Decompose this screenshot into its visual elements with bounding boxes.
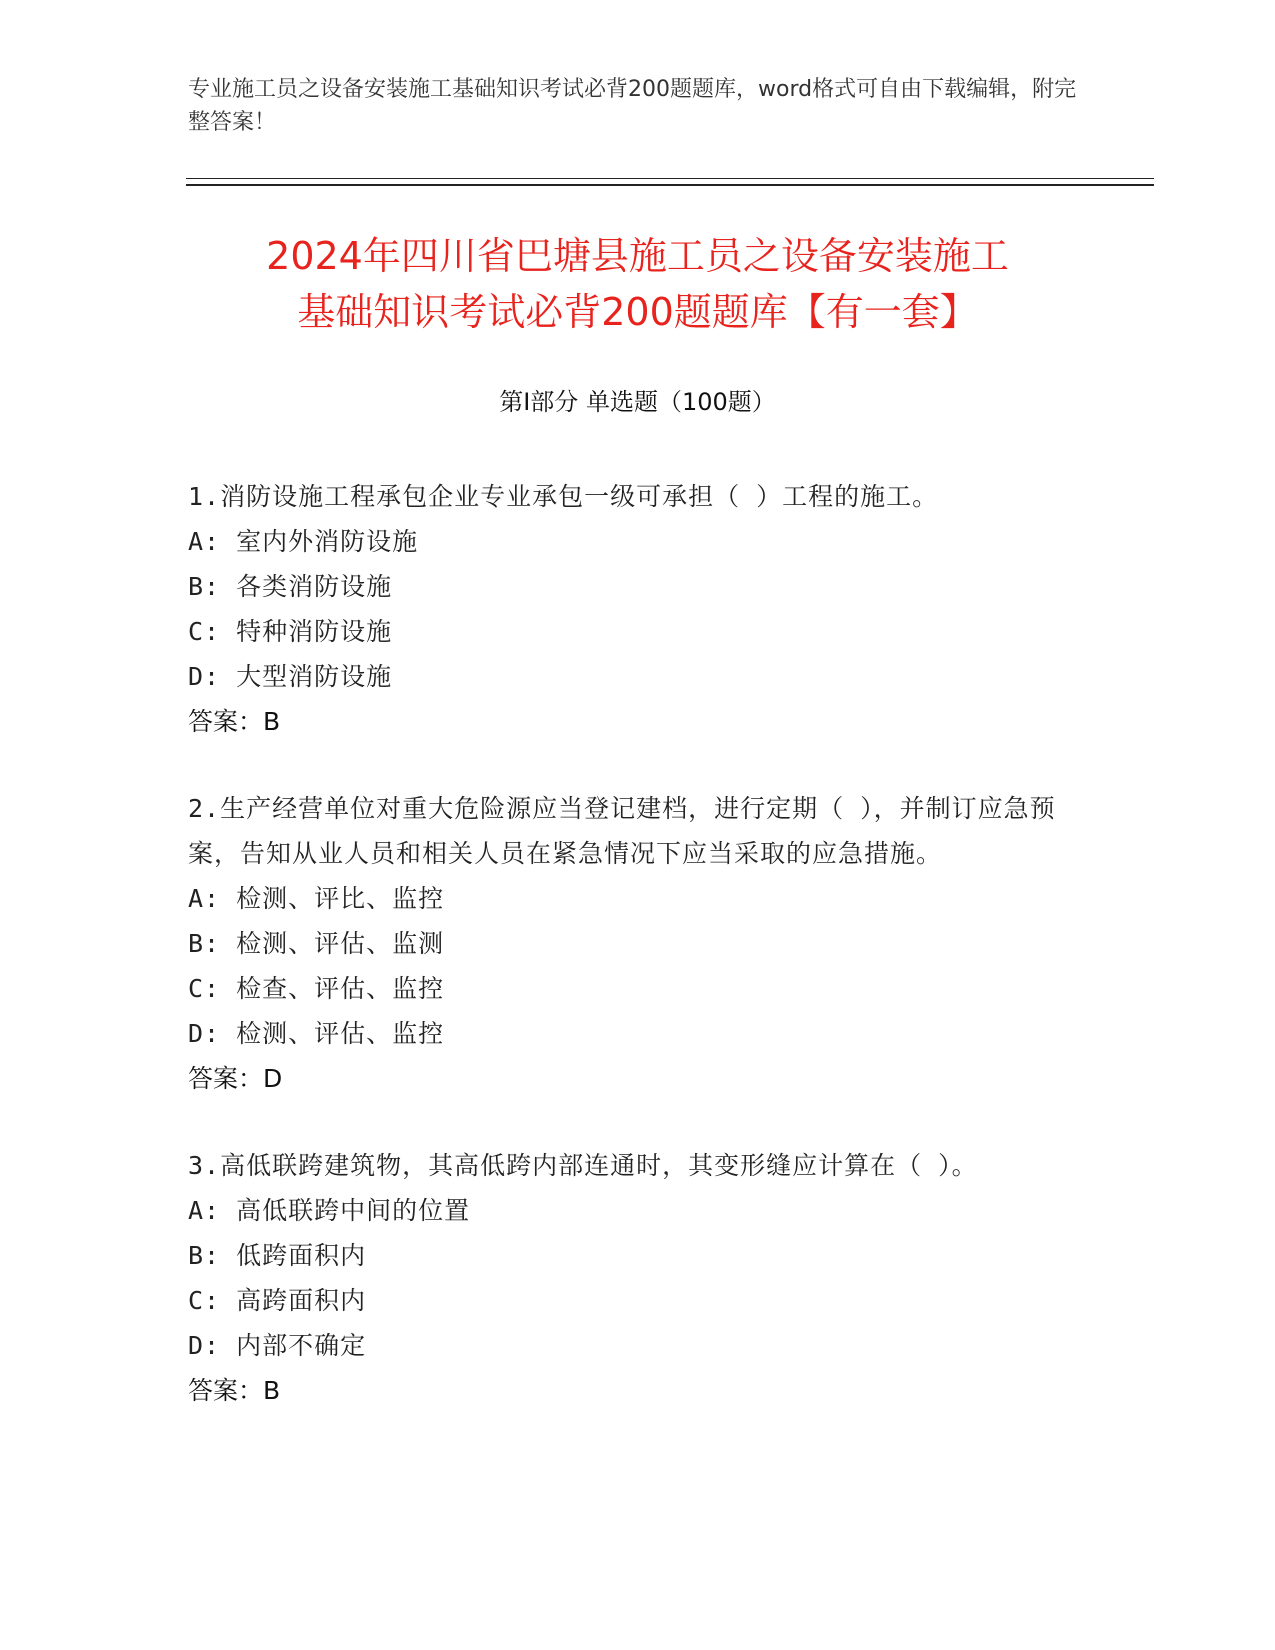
option-b: B: 低跨面积内: [188, 1241, 367, 1270]
option-a: A: 检测、评比、监控: [188, 884, 445, 913]
option-c: C: 高跨面积内: [188, 1286, 367, 1315]
question-item: [188, 474, 1068, 744]
question-stem: 3.高低联跨建筑物，其高低跨内部连通时，其变形缝应计算在（ ）。: [188, 1151, 978, 1180]
question-stem: 2.生产经营单位对重大危险源应当登记建档，进行定期（ ），并制订应急预案，告知从业人员和相关人员在紧急情况下应当采取的应急措施。: [188, 794, 1056, 868]
document-title-line-1: 2024年四川省巴塘县施工员之设备安装施工: [266, 234, 1009, 278]
question-stem: 1.消防设施工程承包企业专业承包一级可承担（ ）工程的施工。: [188, 482, 939, 511]
option-d: D: 检测、评估、监控: [188, 1019, 445, 1048]
document-title-line-2: 基础知识考试必背200题题库【有一套】: [297, 290, 978, 334]
option-b: B: 各类消防设施: [188, 572, 393, 601]
header-divider-thin: [186, 178, 1154, 179]
option-c: C: 检查、评估、监控: [188, 974, 445, 1003]
question-item: [188, 786, 1068, 1101]
option-c: C: 特种消防设施: [188, 617, 393, 646]
option-d: D: 内部不确定: [188, 1331, 367, 1360]
question-item: [188, 1143, 1068, 1413]
option-a: A: 高低联跨中间的位置: [188, 1196, 471, 1225]
option-d: D: 大型消防设施: [188, 662, 393, 691]
header-divider-thick: [186, 184, 1154, 186]
section-heading: 第Ⅰ部分 单选题（100题）: [499, 388, 776, 416]
answer-line: 答案：B: [188, 707, 281, 736]
question-list: [188, 474, 1068, 1455]
option-b: B: 检测、评估、监测: [188, 929, 445, 958]
document-title: [150, 228, 1125, 340]
header-note: 专业施工员之设备安装施工基础知识考试必背200题题库，word格式可自由下载编辑，附完整答案！: [188, 77, 1077, 135]
answer-line: 答案：B: [188, 1376, 281, 1405]
answer-line: 答案：D: [188, 1064, 283, 1093]
option-a: A: 室内外消防设施: [188, 527, 419, 556]
